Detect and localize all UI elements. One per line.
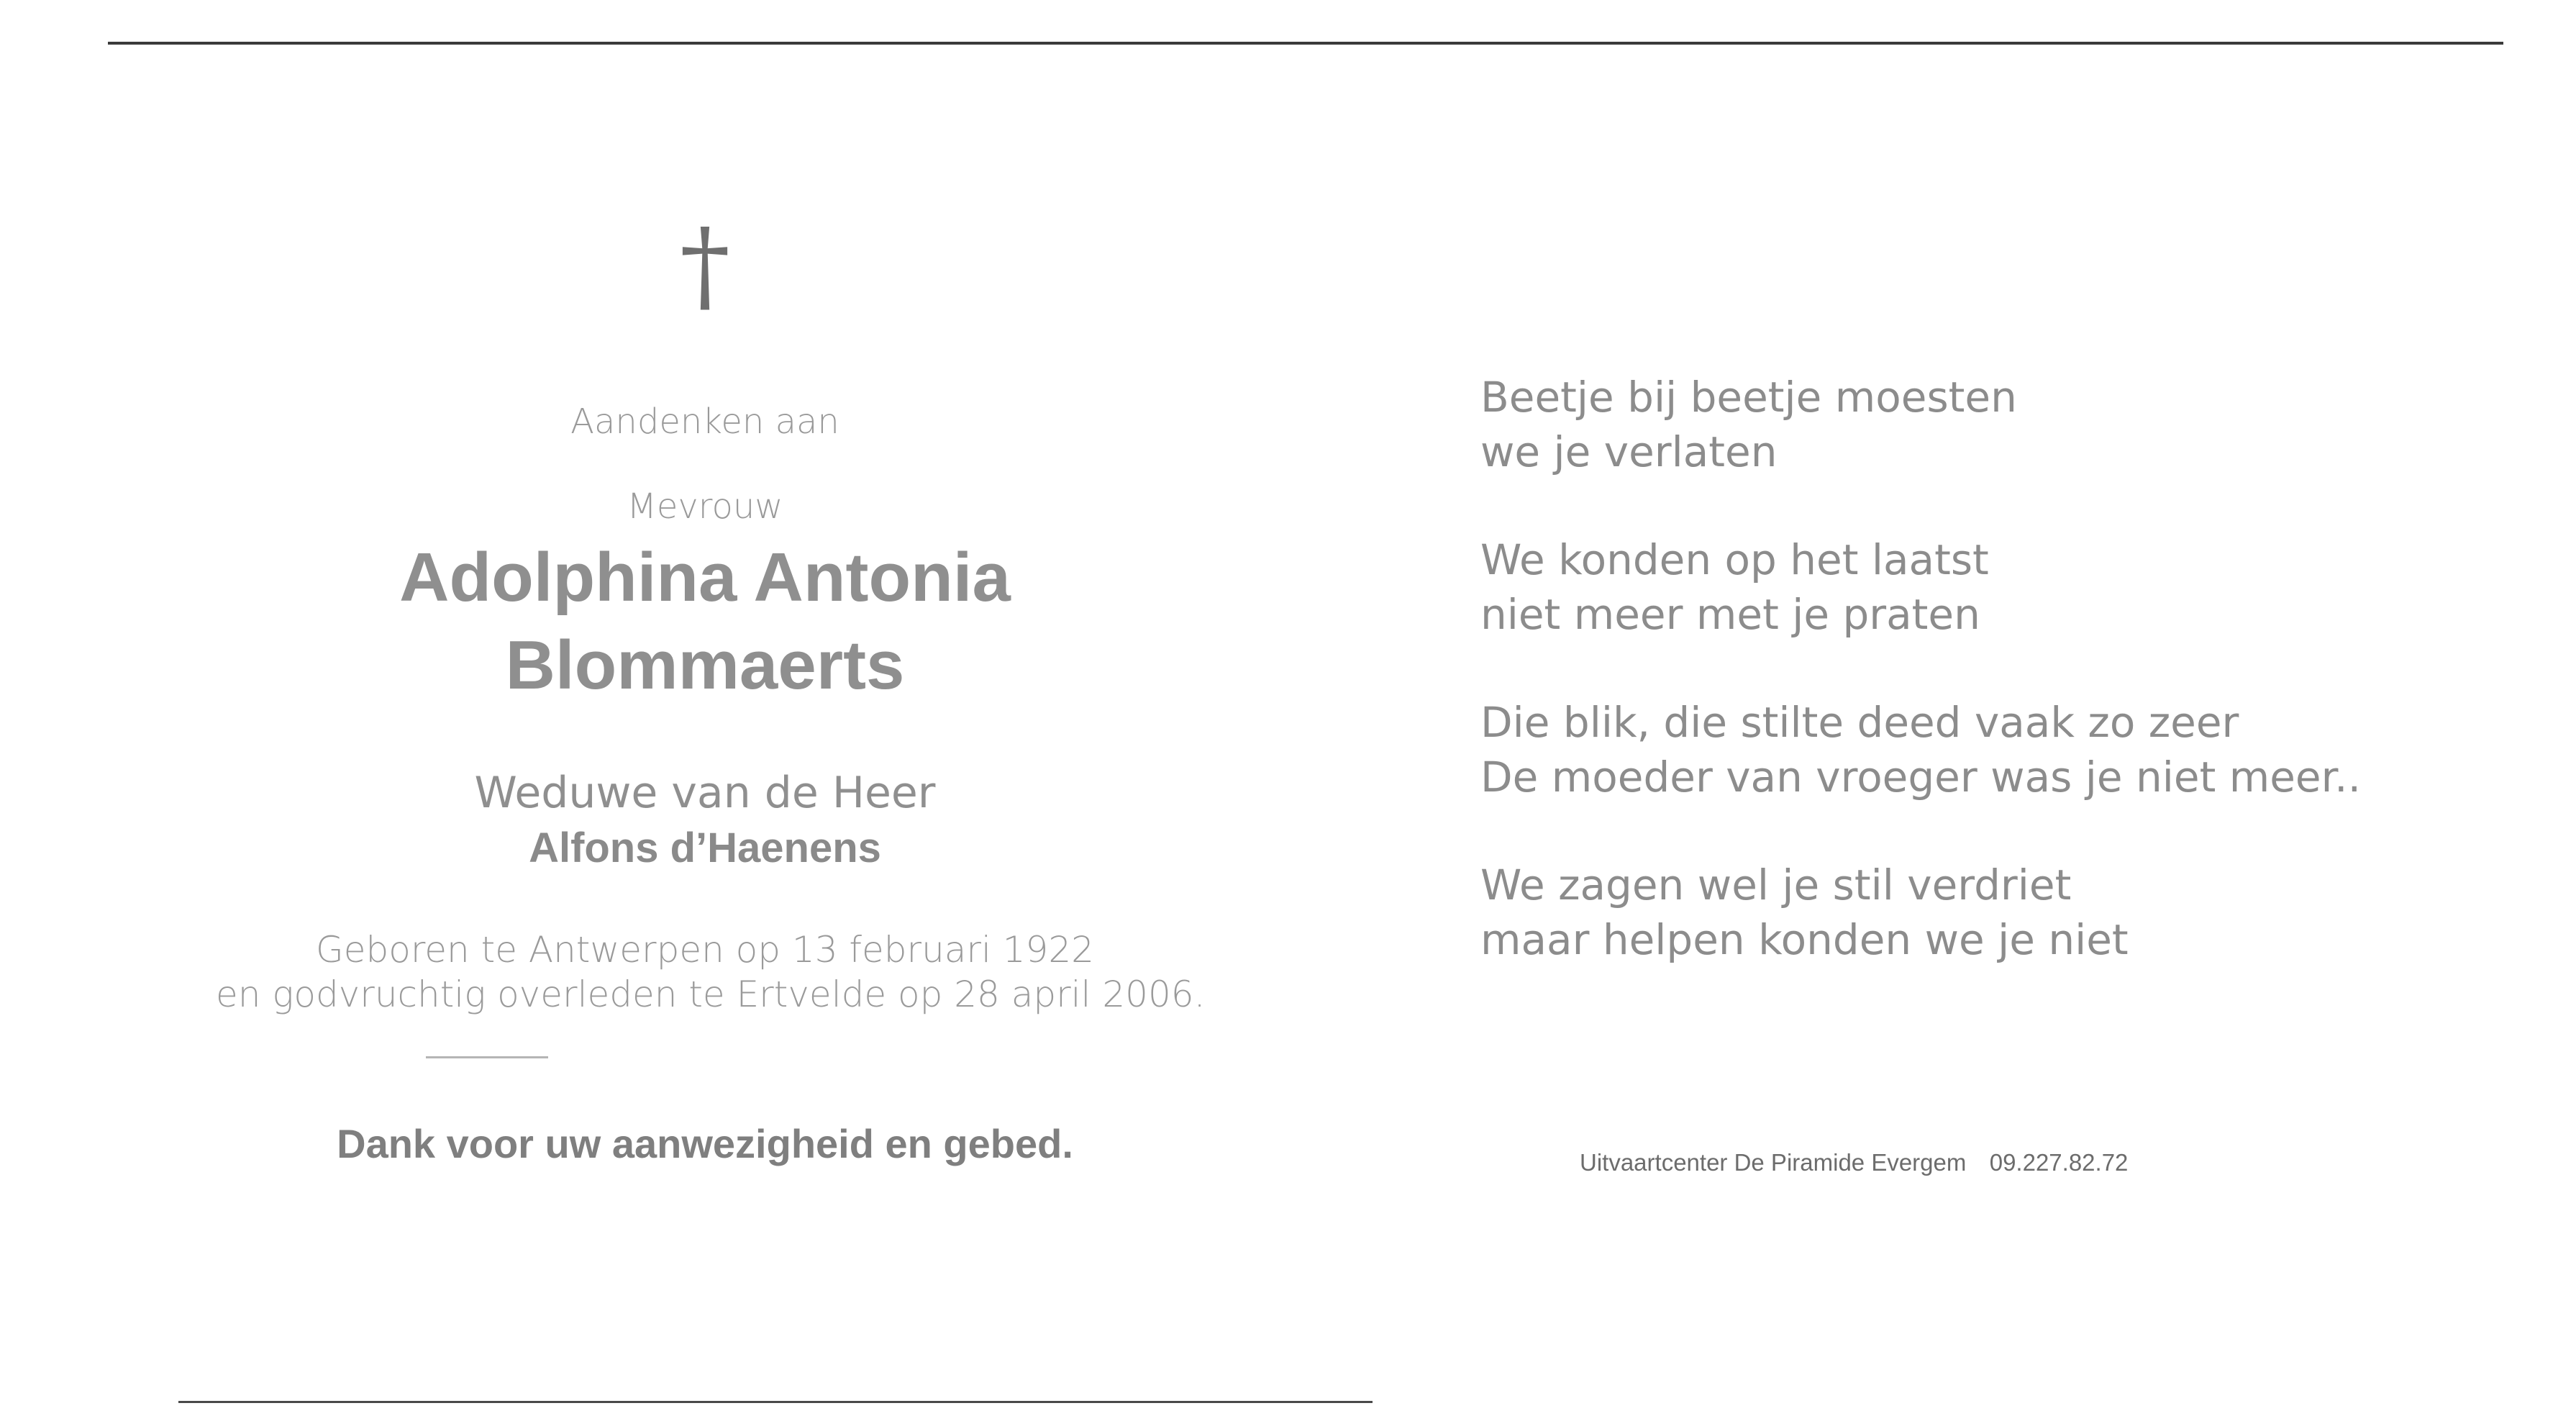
spouse-name: Alfons d’Haenens <box>529 825 881 871</box>
poem-stanza <box>1480 532 1989 642</box>
honorific: Mevrouw <box>627 486 783 527</box>
deceased-name-last: Blommaerts <box>505 627 905 704</box>
funeral-home-name: Uitvaartcenter De Piramide Evergem <box>1580 1149 1967 1176</box>
poem-line: niet meer met je praten <box>1480 590 1980 639</box>
funeral-home-footer <box>1580 1148 2128 1177</box>
poem-stanza <box>1480 858 2129 967</box>
poem-stanza <box>1480 370 2017 479</box>
poem-line: we je verlaten <box>1480 427 1778 476</box>
poem-line: De moeder van vroeger was je niet meer.. <box>1480 753 2362 802</box>
cross-icon: † <box>680 207 730 324</box>
memorial-left-panel <box>216 0 1206 1416</box>
poem-line: maar helpen konden we je niet <box>1480 915 2129 964</box>
in-memory-label: Aandenken aan <box>570 401 839 442</box>
poem-line: We zagen wel je stil verdriet <box>1480 861 2072 909</box>
death-line: en godvruchtig overleden te Ertvelde op 28 april 2006. <box>216 974 1206 1015</box>
poem-line: Beetje bij beetje moesten <box>1480 373 2017 422</box>
poem <box>1480 0 2488 1416</box>
poem-line: Die blik, die stilte deed vaak zo zeer <box>1480 698 2239 747</box>
deceased-name-first: Adolphina Antonia <box>399 539 1011 616</box>
thanks-line: Dank voor uw aanwezigheid en gebed. <box>337 1121 1073 1166</box>
poem-line: We konden op het laatst <box>1480 535 1989 584</box>
poem-stanza <box>1480 695 2361 804</box>
birth-line: Geboren te Antwerpen op 13 februari 1922 <box>315 929 1094 971</box>
section-divider <box>426 1056 548 1058</box>
widow-of-label: Weduwe van de Heer <box>474 768 936 818</box>
funeral-home-phone: 09.227.82.72 <box>1989 1149 2129 1176</box>
